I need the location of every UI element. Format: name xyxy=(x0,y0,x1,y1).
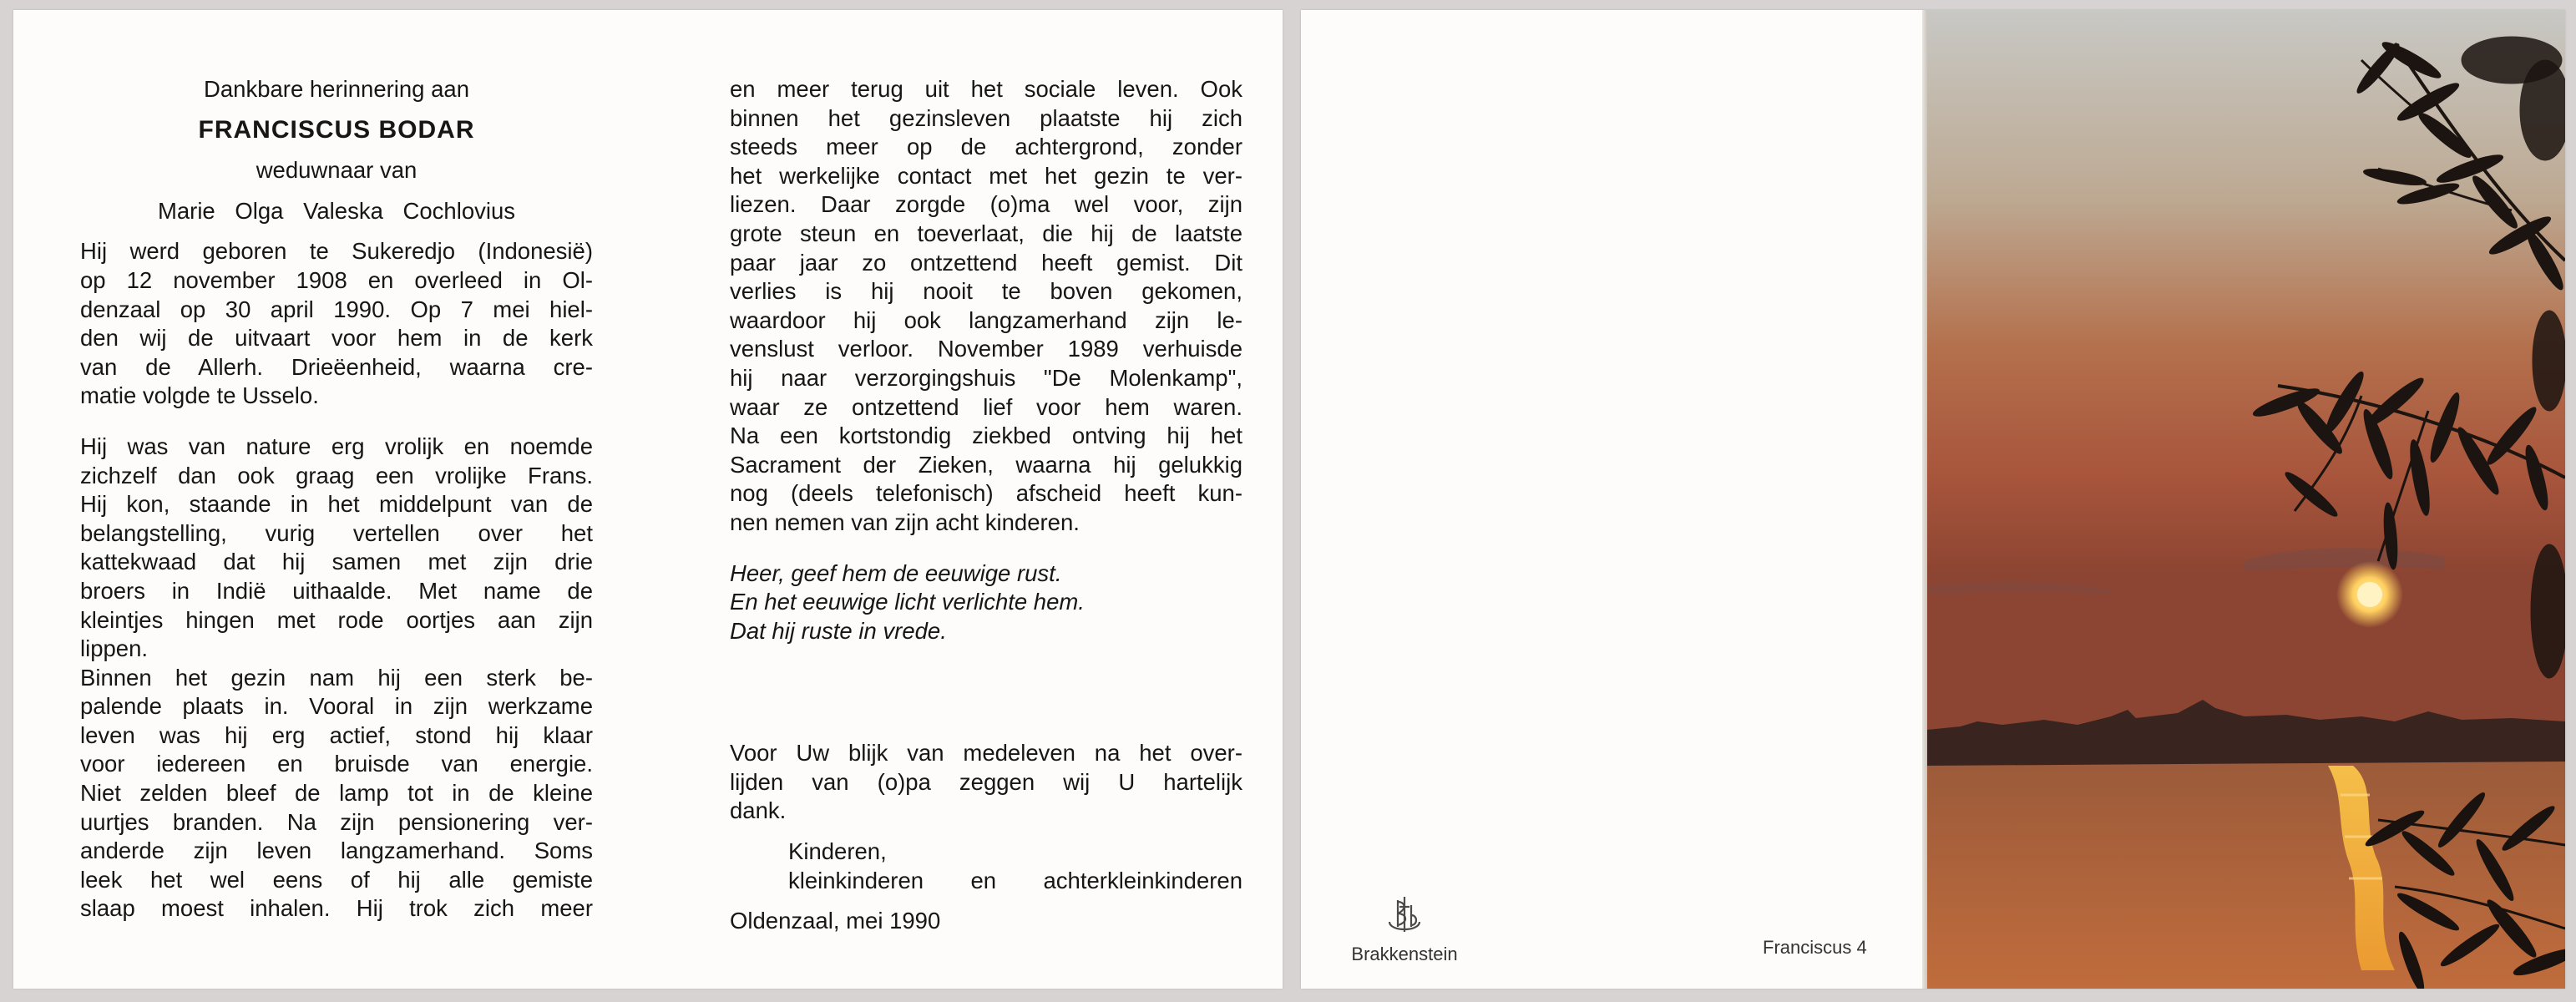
text-line: kattekwaad dat hij samen met zijn drie xyxy=(80,549,593,575)
place-date: Oldenzaal, mei 1990 xyxy=(730,908,941,934)
text-line: Sacrament der Zieken, waarna hij gelukkig xyxy=(730,451,1242,478)
signoff-children: Kinderen, xyxy=(788,838,887,865)
text-line: palende plaats in. Vooral in zijn werkzame xyxy=(80,693,593,720)
text-line: Hij werd geboren te Sukeredjo (Indonesië) xyxy=(80,238,593,265)
text-line: Na een kortstondig ziekbed ontving hij het xyxy=(730,423,1242,449)
biography-paragraph-3 xyxy=(730,75,1242,538)
text-line: liezen. Daar zorgde (o)ma wel voor, zijn xyxy=(730,191,1242,218)
sunset-photo xyxy=(1927,10,2565,989)
text-line: kleintjes hingen met rode oortjes aan zijn xyxy=(80,606,593,633)
text-line: venslust verloor. November 1989 verhuisde xyxy=(730,336,1242,362)
card-code: Franciscus 4 xyxy=(1763,937,1867,958)
text-line: paar jaar zo ontzettend heeft gemist. Dit xyxy=(730,249,1242,276)
text-line: leven was hij erg actief, stond hij klaar xyxy=(80,721,593,748)
text-line: den wij de uitvaart voor hem in de kerk xyxy=(80,325,593,352)
text-line: nog (deels telefonisch) afscheid heeft kun- xyxy=(730,480,1242,507)
spouse-name: Marie Olga Valeska Cochlovius xyxy=(157,197,516,224)
back-card xyxy=(1301,10,2565,989)
text-line: Binnen het gezin nam hij een sterk be- xyxy=(80,664,593,691)
text-line: uurtjes branden. Na zijn pensionering ver- xyxy=(80,808,593,835)
prayer-line: En het eeuwige licht verlichte hem. xyxy=(730,589,1085,615)
text-line: binnen het gezinsleven plaatste hij zich xyxy=(730,104,1242,131)
text-line: Hij kon, staande in het middelpunt van de xyxy=(80,491,593,518)
text-line: en meer terug uit het sociale leven. Ook xyxy=(730,76,1242,102)
text-line: denzaal op 30 april 1990. Op 7 mei hiel- xyxy=(80,296,593,322)
text-line: Niet zelden bleef de lamp tot in de kleine xyxy=(80,780,593,807)
text-line: steeds meer op de achtergrond, zonder xyxy=(730,134,1242,160)
text-line: nen nemen van zijn acht kinderen. xyxy=(730,509,1080,535)
text-line: slaap moest inhalen. Hij trok zich meer xyxy=(80,895,593,922)
text-line: grote steun en toeverlaat, die hij de laatste xyxy=(730,220,1242,246)
text-line: van de Allerh. Drieëenheid, waarna cre- xyxy=(80,353,593,380)
text-line: het werkelijke contact met het gezin te ver- xyxy=(730,162,1242,189)
biography-paragraph-1 xyxy=(80,237,593,411)
text-line: matie volgde te Usselo. xyxy=(80,382,319,409)
text-line: Voor Uw blijk van medeleven na het over- xyxy=(730,740,1242,767)
text-line: anderde zijn leven langzamerhand. Soms xyxy=(80,838,593,864)
text-line: waar ze ontzettend lief voor hem waren. xyxy=(730,393,1242,420)
left-column xyxy=(80,75,593,924)
text-line: lijden van (o)pa zeggen wij U hartelijk xyxy=(730,768,1242,795)
text-line: leek het wel eens of hij alle gemiste xyxy=(80,866,593,893)
brakkenstein-logo-icon xyxy=(1379,890,1430,940)
text-line: zichzelf dan ook graag een vrolijke Frans. xyxy=(80,462,593,488)
deceased-name: FRANCISCUS BODAR xyxy=(198,115,475,144)
text-line: lippen. xyxy=(80,635,149,662)
prayer xyxy=(730,559,1242,646)
text-card xyxy=(13,10,1283,989)
right-column xyxy=(730,75,1242,936)
text-line: op 12 november 1908 en overleed in Ol- xyxy=(80,266,593,293)
relation-line: weduwnaar van xyxy=(256,157,418,184)
text-line: waardoor hij ook langzamerhand zijn le- xyxy=(730,306,1242,333)
text-line: voor iedereen en bruisde van energie. xyxy=(80,751,593,777)
text-line: Hij was van nature erg vrolijk en noemde xyxy=(80,433,593,459)
text-line: belangstelling, vurig vertellen over het xyxy=(80,519,593,546)
prayer-line: Heer, geef hem de eeuwige rust. xyxy=(730,559,1062,586)
prayer-line: Dat hij ruste in vrede. xyxy=(730,617,947,644)
text-line: dank. xyxy=(730,797,787,824)
text-line: broers in Indië uithaalde. Met name de xyxy=(80,577,593,604)
signoff-grandchildren: kleinkinderen en achterkleinkinderen xyxy=(788,867,1242,893)
biography-paragraph-2 xyxy=(80,433,593,924)
publisher-mark xyxy=(1329,890,1480,965)
thanks-paragraph xyxy=(730,739,1242,826)
text-line: verlies is hij nooit te boven gekomen, xyxy=(730,278,1242,305)
text-line: hij naar verzorgingshuis "De Molenkamp", xyxy=(730,364,1242,391)
sunset-over-water-with-willow-branches xyxy=(1927,10,2565,989)
publisher-name: Brakkenstein xyxy=(1351,944,1458,964)
card-heading: Dankbare herinnering aan xyxy=(204,76,469,102)
